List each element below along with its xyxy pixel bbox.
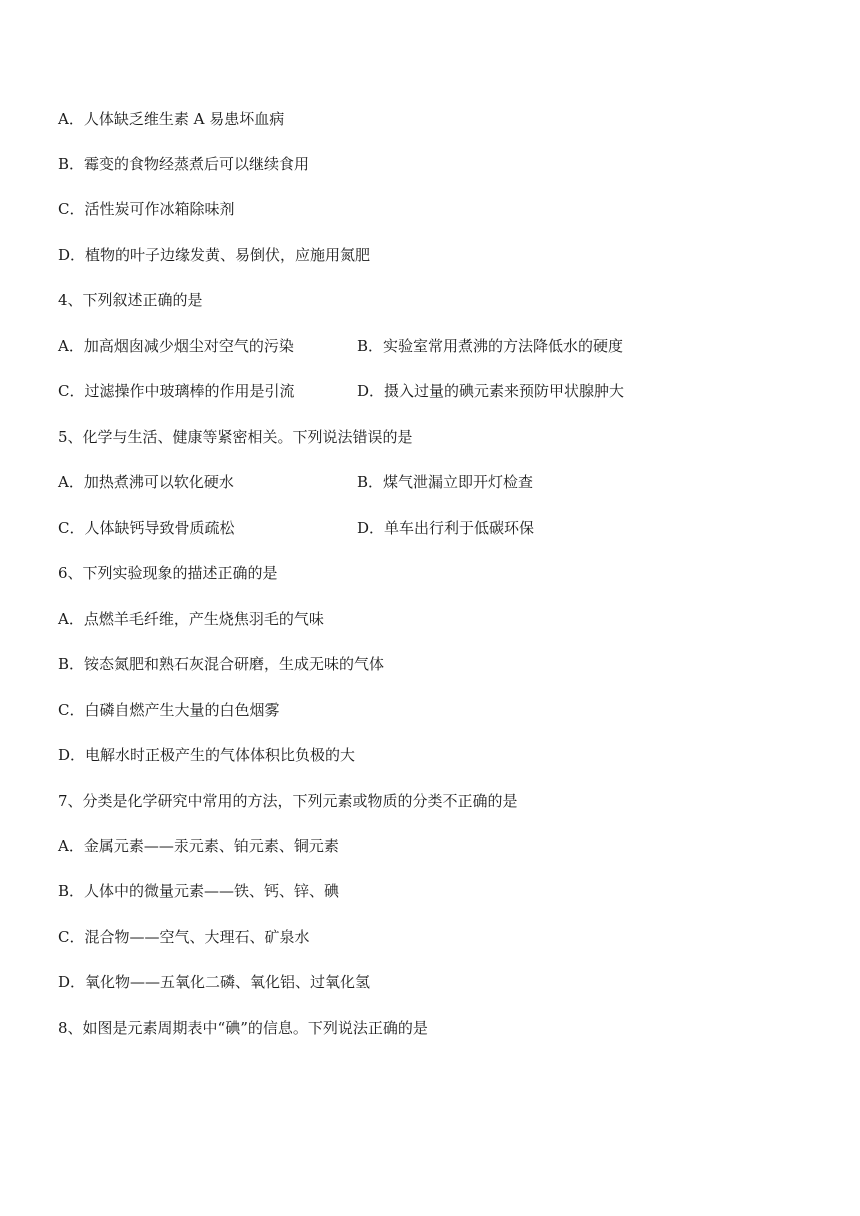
question-8: 8、如图是元素周期表中“碘”的信息。下列说法正确的是 xyxy=(58,1019,428,1037)
q4-options-row-2 xyxy=(58,381,625,401)
q6-option-a: A．点燃羊毛纤维，产生烧焦羽毛的气味 xyxy=(58,610,324,628)
q5-options-row-2 xyxy=(58,518,535,538)
q4-option-d: D．摄入过量的碘元素来预防甲状腺肿大 xyxy=(357,382,625,400)
q6-option-b: B．铵态氮肥和熟石灰混合研磨，生成无味的气体 xyxy=(58,655,385,673)
q3-option-d: D．植物的叶子边缘发黄、易倒伏，应施用氮肥 xyxy=(58,246,371,264)
q4-option-c: C．过滤操作中玻璃棒的作用是引流 xyxy=(58,382,295,400)
q3-option-a: A．人体缺乏维生素 A 易患坏血病 xyxy=(58,110,285,128)
q3-option-c: C．活性炭可作冰箱除味剂 xyxy=(58,200,235,218)
q5-options-row-1 xyxy=(58,472,534,492)
q5-option-d: D．单车出行利于低碳环保 xyxy=(357,519,535,537)
question-7: 7、分类是化学研究中常用的方法，下列元素或物质的分类不正确的是 xyxy=(58,792,518,810)
q7-option-a: A．金属元素——汞元素、铂元素、铜元素 xyxy=(58,837,339,855)
question-5: 5、化学与生活、健康等紧密相关。下列说法错误的是 xyxy=(58,428,413,446)
q7-option-c: C．混合物——空气、大理石、矿泉水 xyxy=(58,928,310,946)
q4-option-b: B．实验室常用煮沸的方法降低水的硬度 xyxy=(357,337,624,355)
question-4: 4、下列叙述正确的是 xyxy=(58,291,203,309)
q6-option-c: C．白磷自燃产生大量的白色烟雾 xyxy=(58,701,280,719)
q3-option-b: B．霉变的食物经蒸煮后可以继续食用 xyxy=(58,155,310,173)
q5-option-b: B．煤气泄漏立即开灯检查 xyxy=(357,473,534,491)
q5-option-a: A．加热煮沸可以软化硬水 xyxy=(58,473,234,491)
q7-option-d: D．氧化物——五氧化二磷、氧化铝、过氧化氢 xyxy=(58,973,371,991)
q7-option-b: B．人体中的微量元素——铁、钙、锌、碘 xyxy=(58,882,340,900)
q5-option-c: C．人体缺钙导致骨质疏松 xyxy=(58,519,235,537)
question-6: 6、下列实验现象的描述正确的是 xyxy=(58,564,278,582)
q4-options-row-1 xyxy=(58,336,624,356)
q4-option-a: A．加高烟囱减少烟尘对空气的污染 xyxy=(58,337,294,355)
q6-option-d: D．电解水时正极产生的气体体积比负极的大 xyxy=(58,746,356,764)
